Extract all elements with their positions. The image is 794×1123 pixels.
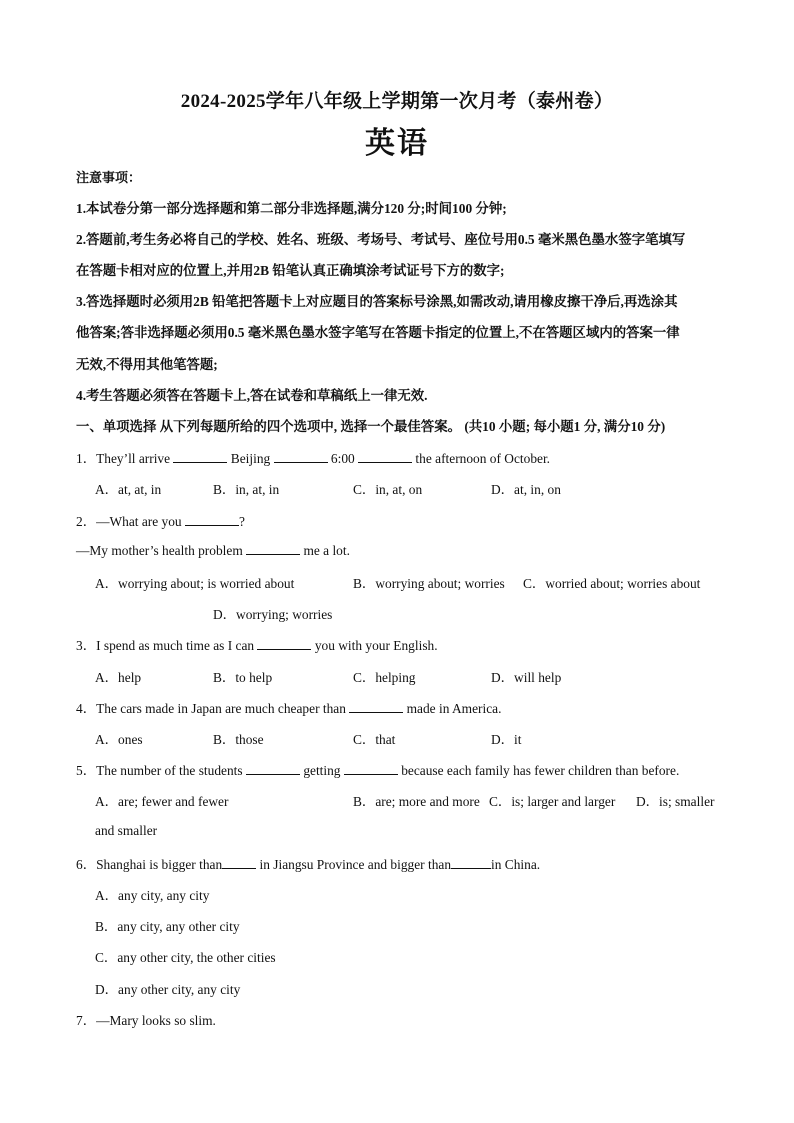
question-text: Beijing [227, 451, 274, 466]
option-b: B．are; more and more [353, 794, 480, 809]
question-5 [76, 760, 679, 779]
question-text: I spend as much time as I can [96, 638, 258, 653]
question-text: because each family has fewer children than before. [397, 763, 680, 778]
option-d-continued: and smaller [95, 823, 158, 838]
option-c: C．worried about; worries about [523, 576, 701, 591]
answer-blank [173, 450, 227, 463]
question-1 [76, 448, 550, 467]
option-d: D．any other city, any city [95, 982, 241, 997]
exam-title: 2024-2025学年八年级上学期第一次月考（泰州卷） [180, 91, 614, 112]
question-text: The cars made in Japan are much cheaper than [96, 701, 350, 716]
question-text: getting [299, 763, 344, 778]
option-a: A．ones [95, 732, 143, 747]
subject-title: 英语 [365, 127, 429, 160]
option-b: B．any city, any other city [95, 919, 240, 934]
option-a: A．help [95, 670, 142, 685]
option-c: C．helping [353, 670, 416, 685]
question-text: The number of the students [96, 763, 246, 778]
question-3 [76, 635, 438, 654]
question-text: 6:00 [327, 451, 359, 466]
option-a: A．any city, any city [95, 888, 210, 903]
question-text: me a lot. [300, 543, 350, 558]
question-text: in China. [491, 857, 541, 872]
question-number: 6． [76, 857, 97, 872]
question-text: you with your English. [311, 638, 438, 653]
option-c: C．that [353, 732, 396, 747]
answer-blank [344, 762, 398, 775]
question-7 [76, 1010, 216, 1029]
notice-line: 在答题卡相对应的位置上,并用2B 铅笔认真正确填涂考试证号下方的数字; [76, 263, 505, 278]
answer-blank [185, 513, 239, 526]
answer-blank [222, 856, 256, 869]
answer-blank [246, 542, 300, 555]
question-number: 5． [76, 763, 97, 778]
question-2-reply [76, 542, 350, 559]
notice-line: 无效,不得用其他笔答题; [76, 357, 218, 372]
notice-heading: 注意事项： [76, 170, 142, 185]
option-d: D．is; smaller [636, 794, 715, 809]
option-d: D．it [491, 732, 522, 747]
option-d: D．will help [491, 670, 562, 685]
question-text: Shanghai is bigger than [96, 857, 223, 872]
option-b: B．those [213, 732, 264, 747]
notice-line: 4.考生答题必须答在答题卡上,答在试卷和草稿纸上一律无效. [76, 388, 428, 403]
question-number: 4． [76, 701, 97, 716]
answer-blank [451, 856, 491, 869]
section-heading: 一、单项选择 从下列每题所给的四个选项中, 选择一个最佳答案。 (共10 小题; 每小题1 分, 满分10 分) [76, 419, 666, 434]
question-text: —Mary looks so slim. [96, 1013, 216, 1028]
notice-line: 3.答选择题时必须用2B 铅笔把答题卡上对应题目的答案标号涂黑,如需改动,请用橡皮擦干净后,再选涂其 [76, 294, 678, 309]
question-text: ? [238, 514, 245, 529]
option-d: D．at, in, on [491, 482, 561, 497]
answer-blank [274, 450, 328, 463]
answer-blank [246, 762, 300, 775]
question-text: in Jiangsu Province and bigger than [256, 857, 452, 872]
answer-blank [349, 700, 403, 713]
question-number: 2． [76, 514, 97, 529]
option-b: B．in, at, in [213, 482, 280, 497]
question-2 [76, 511, 245, 530]
option-c: C．any other city, the other cities [95, 950, 276, 965]
question-text: made in America. [403, 701, 502, 716]
option-a: A．worrying about; is worried about [95, 576, 295, 591]
answer-blank [257, 637, 311, 650]
option-c: C．in, at, on [353, 482, 423, 497]
question-6 [76, 854, 540, 873]
notice-line: 他答案;答非选择题必须用0.5 毫米黑色墨水签字笔写在答题卡指定的位置上,不在答题区域内的答案一律 [76, 325, 680, 340]
option-a: A．at, at, in [95, 482, 162, 497]
question-text: —My mother’s health problem [76, 543, 247, 558]
notice-line: 1.本试卷分第一部分选择题和第二部分非选择题,满分120 分;时间100 分钟; [76, 201, 507, 216]
answer-blank [358, 450, 412, 463]
question-4 [76, 698, 501, 717]
notice-line: 2.答题前,考生务必将自己的学校、姓名、班级、考场号、考试号、座位号用0.5 毫米黑色墨水签字笔填写 [76, 232, 686, 247]
option-c: C．is; larger and larger [489, 794, 616, 809]
option-b: B．to help [213, 670, 273, 685]
option-d: D．worrying; worries [213, 607, 333, 622]
question-number: 7． [76, 1013, 97, 1028]
question-text: They’ll arrive [96, 451, 174, 466]
question-text: —What are you [96, 514, 185, 529]
option-a: A．are; fewer and fewer [95, 794, 229, 809]
question-text: the afternoon of October. [412, 451, 551, 466]
question-number: 3． [76, 638, 97, 653]
question-number: 1． [76, 451, 97, 466]
option-b: B．worrying about; worries [353, 576, 505, 591]
